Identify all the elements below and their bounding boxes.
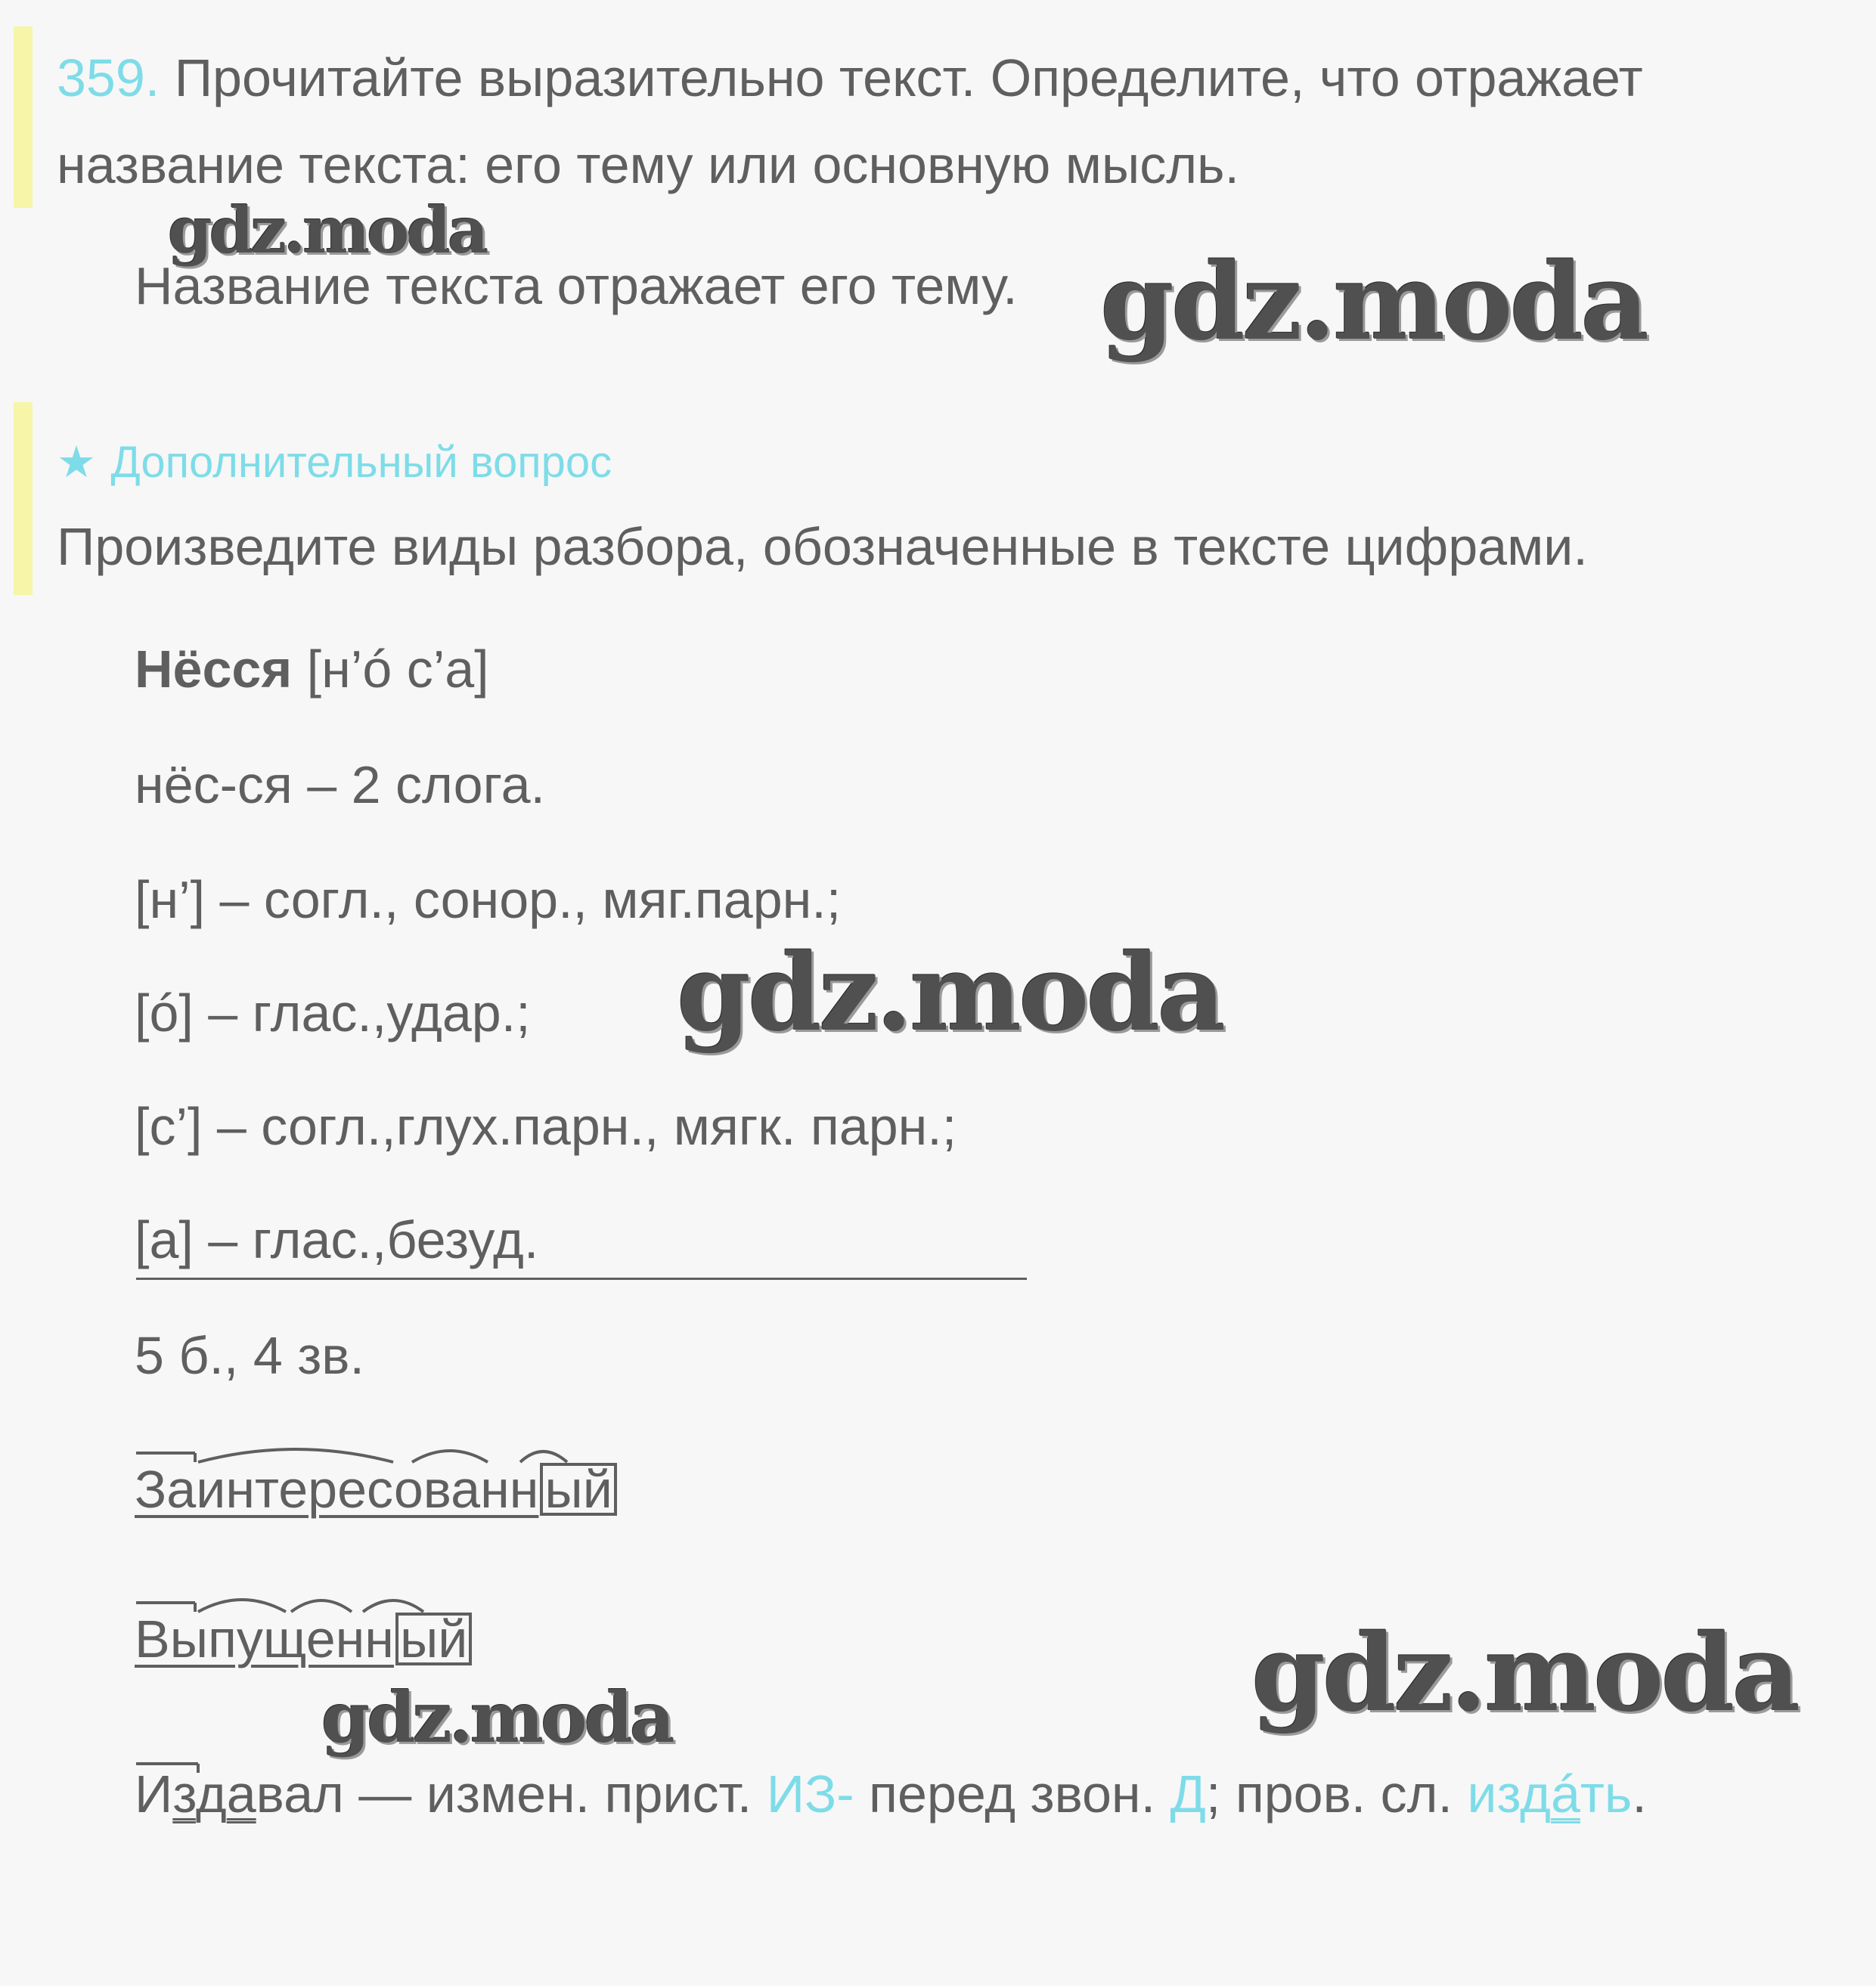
sound-line: [а] – глас.,безуд. xyxy=(135,1210,539,1269)
watermark: gdz.moda xyxy=(321,1677,672,1758)
check-word: издáть xyxy=(1467,1764,1633,1823)
answer-text: Название текста отражает его тему. xyxy=(135,256,1018,315)
spelling-line xyxy=(135,1764,1647,1823)
sound-line: [с’] – согл.,глух.парн., мягк. парн.; xyxy=(135,1097,957,1156)
word-stem: Заинтересованн xyxy=(135,1460,539,1519)
sound-line: [н’] – согл., сонор., мяг.парн.; xyxy=(135,870,842,929)
syllables: нёс-ся – 2 слога. xyxy=(135,755,545,814)
root-arc xyxy=(198,1600,286,1612)
spelling-before: перед звон. xyxy=(854,1764,1171,1823)
phonetic-transcription: [н’ó с’а] xyxy=(306,640,489,699)
watermark: gdz.moda xyxy=(677,931,1223,1055)
spelling-prefix: ИЗ- xyxy=(766,1764,854,1823)
word-stem: Выпущенн xyxy=(135,1610,394,1668)
word-ending: ый xyxy=(395,1613,472,1665)
task-number: 359. xyxy=(57,48,160,107)
spelling-end: . xyxy=(1632,1764,1647,1823)
spelling-letter: Д xyxy=(1170,1764,1206,1823)
watermark: gdz.moda xyxy=(168,193,486,268)
suffix-arc xyxy=(520,1452,567,1462)
spelling-word: Издавал xyxy=(135,1764,344,1823)
suffix-arc xyxy=(291,1600,352,1612)
spelling-rule: — измен. прист. xyxy=(343,1764,767,1823)
suffix-arc xyxy=(412,1451,488,1462)
watermark: gdz.moda xyxy=(1100,240,1647,364)
extra-question: Произведите виды разбора, обозначенные в тексте цифрами. xyxy=(57,517,1588,576)
extra-label: Дополнительный вопрос xyxy=(110,438,612,487)
phonetic-word: Нёсся xyxy=(135,640,293,699)
suffix-arc xyxy=(363,1600,423,1612)
task-line-2: название текста: его тему или основную мысль. xyxy=(57,135,1239,194)
root-arc xyxy=(198,1449,393,1462)
phonetic-summary: 5 б., 4 зв. xyxy=(135,1326,364,1385)
task-text-1: Прочитайте выразительно текст. Определите, что отражает xyxy=(174,48,1643,107)
word-ending: ый xyxy=(540,1463,616,1516)
spelling-check: ; пров. сл. xyxy=(1205,1764,1468,1823)
watermark: gdz.moda xyxy=(1251,1612,1798,1736)
sound-line: [ó] – глас.,удар.; xyxy=(135,984,531,1043)
star-icon: ★ xyxy=(57,438,96,487)
